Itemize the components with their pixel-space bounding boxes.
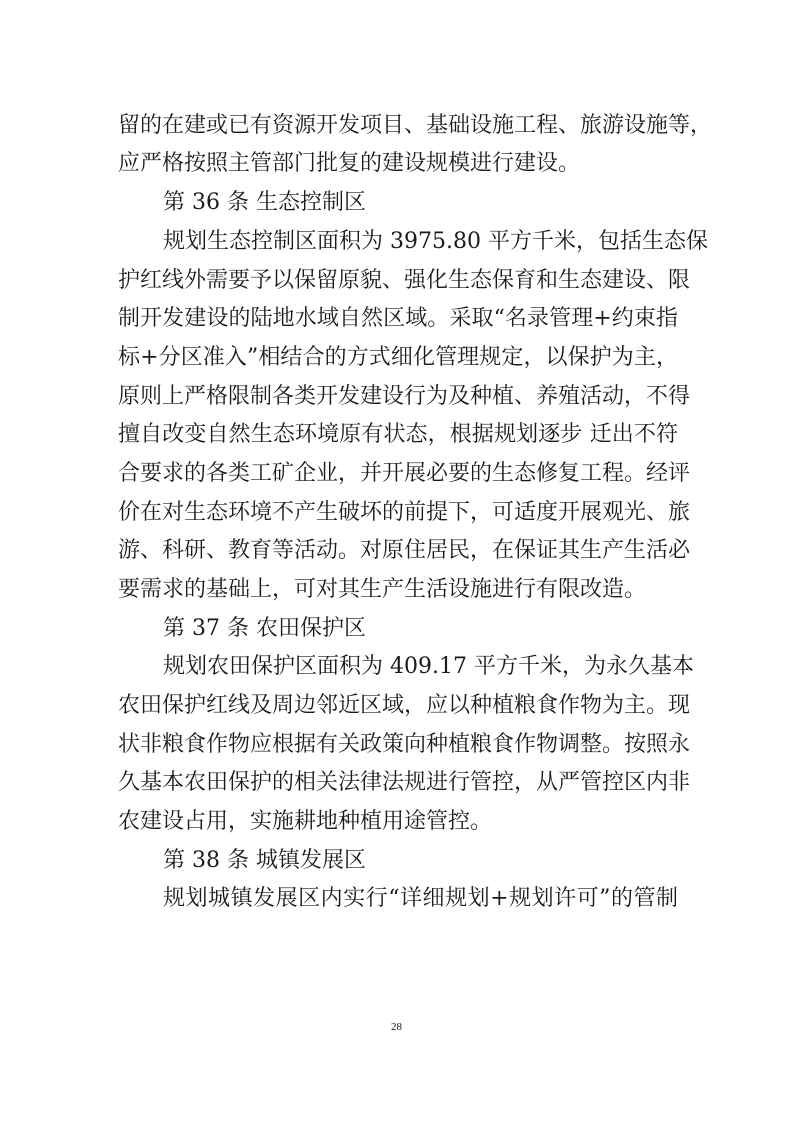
article-37-line: 规划农田保护区面积为 409.17 平方千米，为永久基本 bbox=[163, 654, 694, 679]
article-36-line: 擅自改变自然生态环境原有状态，根据规划逐步 迁出不符 bbox=[118, 422, 678, 447]
article-36-heading: 第 36 条 生态控制区 bbox=[163, 190, 366, 215]
article-37-line: 久基本农田保护的相关法律法规进行管控，从严管控区内非 bbox=[118, 770, 691, 795]
article-36-line: 游、科研、教育等活动。对原住居民，在保证其生产生活必 bbox=[118, 538, 691, 563]
article-36-line: 规划生态控制区面积为 3975.80 平方千米，包括生态保 bbox=[163, 229, 708, 254]
intro-line-2: 应严格按照主管部门批复的建设规模进行建设。 bbox=[118, 151, 581, 176]
article-36-line: 护红线外需要予以保留原貌、强化生态保育和生态建设、限 bbox=[118, 268, 691, 293]
article-36-line: 标+分区准入”相结合的方式细化管理规定，以保护为主， bbox=[118, 345, 678, 370]
article-36-line: 原则上严格限制各类开发建设行为及种植、养殖活动，不得 bbox=[118, 384, 691, 409]
article-36-line: 要需求的基础上，可对其生产生活设施进行有限改造。 bbox=[118, 577, 647, 602]
page-number: 28 bbox=[391, 1021, 402, 1033]
article-38-heading: 第 38 条 城镇发展区 bbox=[163, 848, 366, 873]
article-37-line: 农田保护红线及周边邻近区域，应以种植粮食作物为主。现 bbox=[118, 693, 691, 718]
article-36-line: 制开发建设的陆地水域自然区域。采取“名录管理+约束指 bbox=[118, 306, 678, 331]
article-37-line: 农建设占用，实施耕地种植用途管控。 bbox=[118, 809, 493, 834]
intro-line-1: 留的在建或已有资源开发项目、基础设施工程、旅游设施等， bbox=[118, 113, 713, 138]
article-36-line: 价在对生态环境不产生破坏的前提下，可适度开展观光、旅 bbox=[118, 500, 691, 525]
article-36-line: 合要求的各类工矿企业，并开展必要的生态修复工程。经评 bbox=[118, 461, 691, 486]
article-38-line: 规划城镇发展区内实行“详细规划+规划许可”的管制 bbox=[163, 886, 678, 911]
article-37-line: 状非粮食作物应根据有关政策向种植粮食作物调整。按照永 bbox=[118, 732, 691, 757]
article-37-heading: 第 37 条 农田保护区 bbox=[163, 616, 366, 641]
